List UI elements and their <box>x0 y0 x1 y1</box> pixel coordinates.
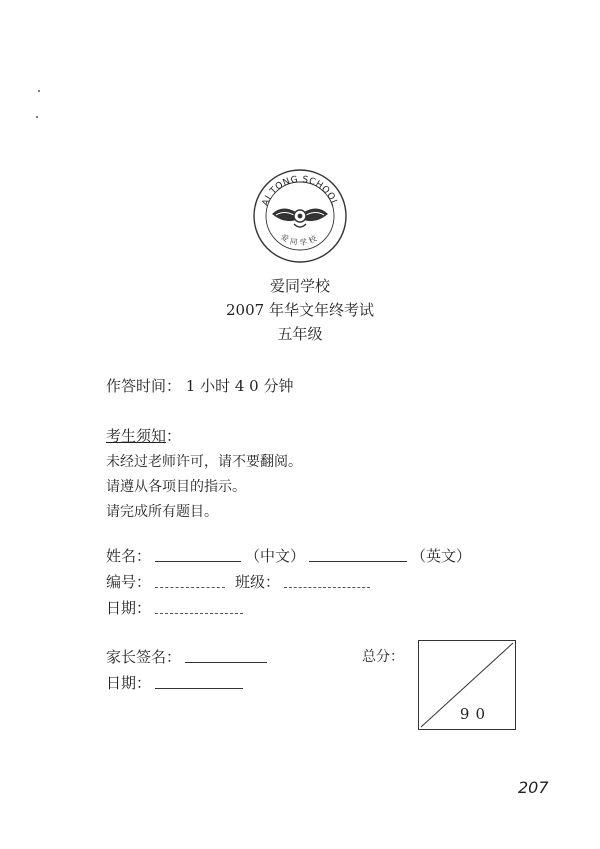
scan-specks <box>34 90 44 130</box>
grade-level: 五年级 <box>277 325 323 343</box>
total-score-label: 总分： <box>362 649 404 665</box>
notice-rules <box>106 450 302 525</box>
page-number: 207 <box>518 778 549 797</box>
rule-item: 未经过老师许可，请不要翻阅。 <box>106 454 302 470</box>
class-field[interactable] <box>284 586 370 588</box>
date2-row <box>106 672 247 693</box>
rule-item: 请遵从各项目的指示。 <box>106 479 246 495</box>
english-name-field[interactable] <box>309 560 407 562</box>
rule-item: 请完成所有题目。 <box>106 504 218 520</box>
chinese-suffix: （中文） <box>245 547 306 565</box>
class-label: 班级： <box>235 573 281 591</box>
school-name: 爱同学校 <box>269 277 330 295</box>
date2-label: 日期： <box>106 674 152 692</box>
chinese-name-field[interactable] <box>155 560 241 562</box>
date-label: 日期： <box>106 599 152 617</box>
number-class-row <box>106 571 374 592</box>
exam-title-block <box>0 274 600 346</box>
svg-text:AI TONG SCHOOL: AI TONG SCHOOL <box>260 174 340 208</box>
name-row <box>106 545 471 566</box>
notice-heading-text: 考生须知 <box>106 427 167 445</box>
notice-heading <box>106 425 181 446</box>
exam-title: 2007 年华文年终考试 <box>226 301 374 319</box>
date-field[interactable] <box>155 612 243 614</box>
number-label: 编号： <box>106 573 152 591</box>
english-suffix: （英文） <box>411 547 472 565</box>
date-row <box>106 597 247 618</box>
date2-field[interactable] <box>155 687 243 689</box>
school-logo <box>252 168 348 264</box>
name-label: 姓名： <box>106 547 152 565</box>
exam-duration: 作答时间： 1 小时 4 0 分钟 <box>106 377 294 395</box>
total-score-value: 90 <box>459 705 491 723</box>
svg-text:爱同学校: 爱同学校 <box>279 232 321 248</box>
number-field[interactable] <box>155 586 225 588</box>
total-score-box[interactable] <box>418 640 516 730</box>
parent-sign-row <box>106 646 271 667</box>
parent-sign-label: 家长签名： <box>106 648 182 666</box>
notice-heading-colon: ： <box>166 427 182 445</box>
parent-sign-field[interactable] <box>185 661 267 663</box>
